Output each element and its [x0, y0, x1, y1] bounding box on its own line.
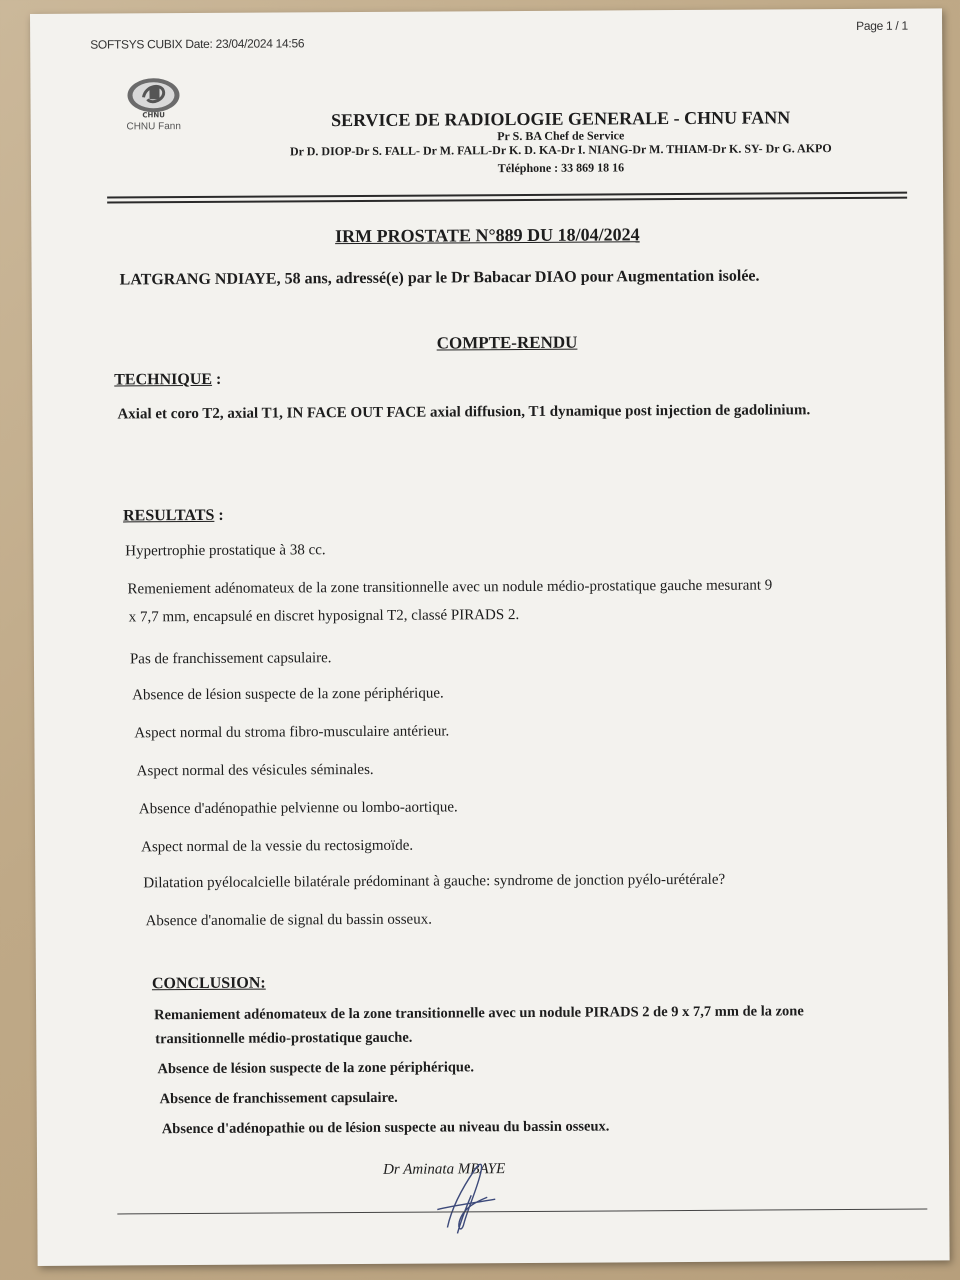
report-sheet — [30, 8, 950, 1266]
conclusion-line: Absence d'adénopathie ou de lésion suspecte au niveau du bassin osseux. — [161, 1118, 610, 1138]
finding-item: Absence d'adénopathie pelvienne ou lombo-aortique. — [138, 799, 458, 818]
conclusion-line: Remaniement adénomateux de la zone transitionnelle avec un nodule PIRADS 2 de 9 x 7,7 mm de la zone — [154, 1003, 804, 1024]
service-chief: Pr S. BA Chef de Service — [497, 128, 625, 144]
finding-item: x 7,7 mm, encapsulé en discret hyposignal T2, classé PIRADS 2. — [128, 607, 520, 626]
finding-item: Hypertrophie prostatique à 38 cc. — [125, 542, 326, 560]
finding-item: Aspect normal de la vessie du rectosigmoïde. — [141, 837, 414, 856]
doctor-list: Dr D. DIOP-Dr S. FALL- Dr M. FALL-Dr K. D. KA-Dr I. NIANG-Dr M. THIAM-Dr K. SY- Dr G. AKPO — [289, 141, 832, 159]
resultats-heading — [123, 507, 224, 526]
system-stamp: SOFTSYS CUBIX Date: 23/04/2024 14:56 — [90, 36, 305, 52]
compte-rendu-heading: COMPTE-RENDU — [436, 332, 578, 353]
handwritten-signature — [417, 1149, 508, 1240]
finding-item: Absence de lésion suspecte de la zone périphérique. — [132, 685, 444, 704]
phone-number: Téléphone : 33 869 18 16 — [497, 160, 625, 176]
technique-heading-colon: : — [211, 370, 222, 388]
logo-mark-text: CHNU — [142, 111, 165, 120]
technique-heading — [114, 371, 221, 390]
technique-heading-label: TECHNIQUE — [114, 370, 213, 389]
hospital-logo-icon — [125, 75, 181, 119]
finding-item: Aspect normal du stroma fibro-musculaire antérieur. — [134, 723, 450, 742]
bottom-divider — [117, 1209, 927, 1215]
hospital-logo — [108, 75, 198, 133]
resultats-heading-label: RESULTATS — [123, 506, 215, 525]
finding-item: Remeniement adénomateux de la zone transitionnelle avec un nodule médio-prostatique gauche mesurant 9 — [127, 577, 773, 598]
conclusion-heading: CONCLUSION: — [151, 974, 266, 993]
technique-text: Axial et coro T2, axial T1, IN FACE OUT FACE axial diffusion, T1 dynamique post injection de gadolinium. — [117, 402, 811, 423]
patient-line: LATGRANG NDIAYE, 58 ans, adressé(e) par le Dr Babacar DIAO pour Augmentation isolée. — [119, 267, 760, 289]
resultats-heading-colon: : — [214, 506, 224, 524]
finding-item: Dilatation pyélocalcielle bilatérale prédominant à gauche: syndrome de jonction pyélo-urétérale? — [143, 871, 726, 892]
conclusion-line: Absence de franchissement capsulaire. — [159, 1089, 398, 1108]
signatory-name: Dr Aminata MBAYE — [383, 1161, 506, 1178]
finding-item: Absence d'anomalie de signal du bassin osseux. — [145, 911, 432, 930]
conclusion-line: Absence de lésion suspecte de la zone périphérique. — [157, 1059, 475, 1078]
page-number: Page 1 / 1 — [856, 18, 908, 33]
finding-item: Aspect normal des vésicules séminales. — [136, 761, 374, 780]
conclusion-line: transitionnelle médio-prostatique gauche. — [155, 1029, 413, 1048]
report-title: IRM PROSTATE N°889 DU 18/04/2024 — [335, 224, 640, 247]
logo-caption: CHNU Fann — [126, 121, 181, 133]
finding-item: Pas de franchissement capsulaire. — [129, 650, 332, 668]
service-name: SERVICE DE RADIOLOGIE GENERALE - CHNU FANN — [331, 107, 791, 131]
